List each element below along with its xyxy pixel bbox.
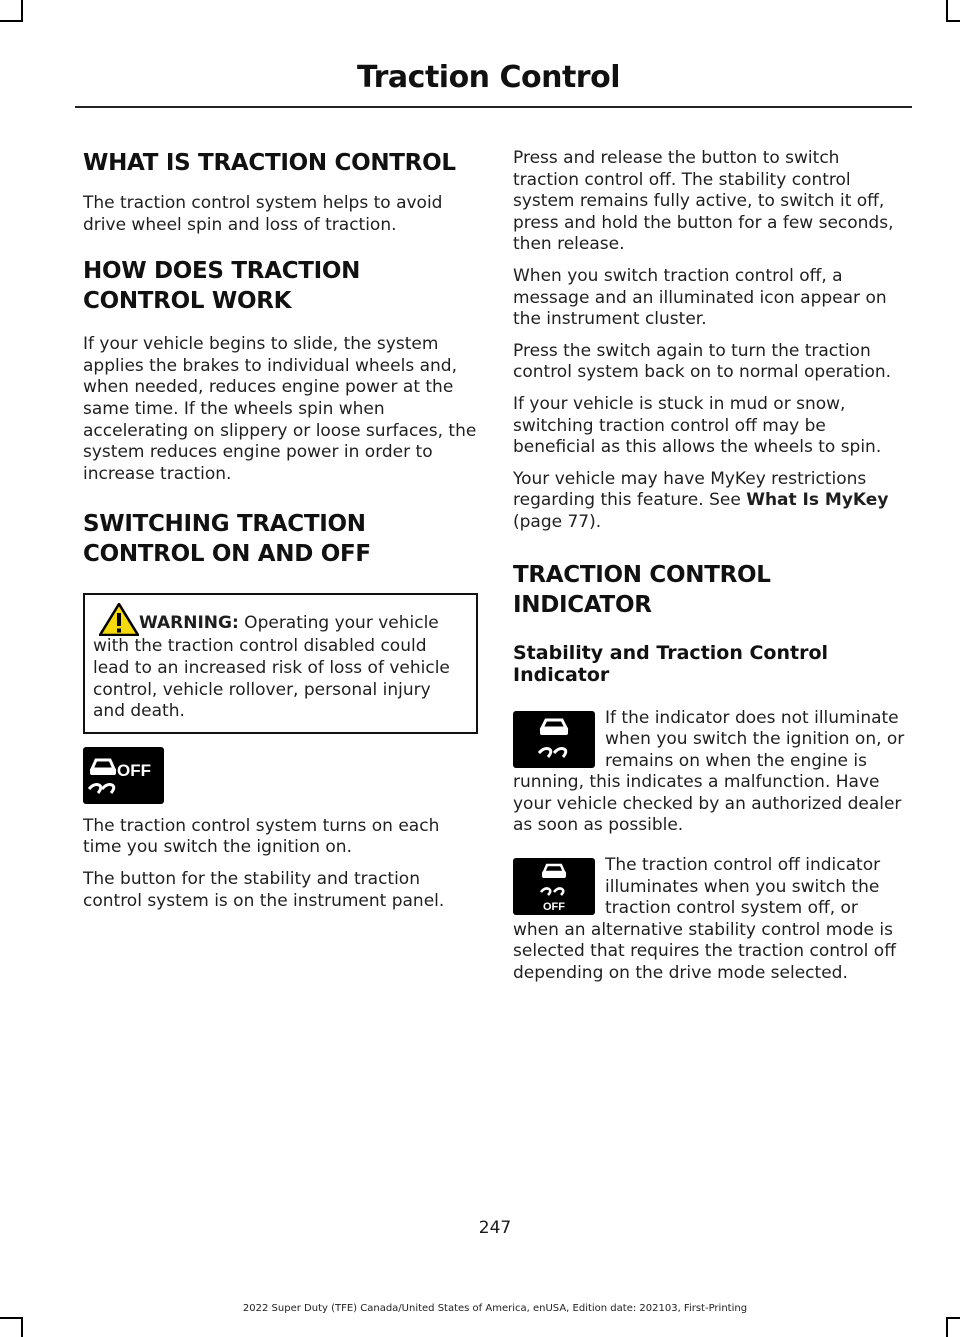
heading-line: SWITCHING TRACTION bbox=[83, 511, 366, 538]
crop-mark bbox=[0, 20, 22, 22]
warning-box bbox=[83, 593, 478, 733]
crop-mark bbox=[946, 1317, 960, 1319]
traction-off-indicator-icon bbox=[513, 858, 595, 915]
left-column bbox=[83, 148, 478, 922]
right-column bbox=[513, 148, 908, 995]
skid-car-off-indicator-icon bbox=[513, 858, 595, 915]
crop-mark bbox=[0, 1317, 22, 1319]
heading-line: CONTROL ON AND OFF bbox=[83, 541, 371, 568]
crop-mark bbox=[946, 20, 960, 22]
para-button-location: The button for the stability and traction control system is on the instrument panel. bbox=[83, 868, 445, 911]
crop-mark bbox=[946, 0, 948, 22]
warning-triangle-icon bbox=[99, 603, 139, 636]
warning-paragraph bbox=[93, 603, 468, 722]
page-title: Traction Control bbox=[356, 60, 620, 95]
mykey-link[interactable]: What Is MyKey bbox=[746, 490, 889, 511]
skid-car-icon bbox=[513, 711, 595, 768]
warning-text: Operating your vehicle with the traction control disabled could lead to an increased risk of loss of vehicle control, vehicle rollover, personal injury and death. bbox=[93, 613, 450, 722]
mykey-text: Your vehicle may have MyKey restrictions regarding this feature. See bbox=[513, 468, 867, 511]
crop-mark bbox=[21, 1317, 23, 1337]
indicator-text: If the indicator does not illuminate when you switch the ignition on, or remains on when the engine is running, this indicates a malfunction. Have your vehicle checked by an authorized dealer as soon as possible. bbox=[513, 707, 905, 836]
subheading-stability-indicator: Stability and Traction Control Indicator bbox=[513, 641, 829, 686]
heading-line: TRACTION CONTROL bbox=[513, 561, 771, 588]
edition-footer: 2022 Super Duty (TFE) Canada/United States of America, enUSA, Edition date: 202103, First-Printing bbox=[242, 1303, 748, 1314]
header-rule bbox=[75, 106, 912, 108]
crop-mark bbox=[946, 1317, 948, 1337]
heading-switching bbox=[83, 509, 478, 569]
para-press-again: Press the switch again to turn the traction control system back on to normal operation. bbox=[513, 340, 892, 383]
heading-how-works bbox=[83, 256, 478, 316]
para-what-is: The traction control system helps to avoid drive wheel spin and loss of traction. bbox=[83, 193, 443, 235]
mykey-page-ref: (page 77). bbox=[513, 511, 602, 532]
page-number: 247 bbox=[478, 1218, 512, 1238]
para-how-works: If your vehicle begins to slide, the system applies the brakes to individual wheels and, when needed, reduces engine power at the same time. If the wheels spin when accelerating on slippery or loose surfaces, the system reduces engine power in order to increase traction. bbox=[83, 334, 477, 484]
heading-line: INDICATOR bbox=[513, 591, 652, 618]
off-indicator-text: The traction control off indicator illuminates when you switch the traction control system off, or when an alternative stability control mode is selected that requires the traction control off depending on the drive mode selected. bbox=[513, 855, 896, 984]
traction-off-button-icon bbox=[83, 747, 164, 804]
heading-line: HOW DOES TRACTION bbox=[83, 258, 361, 285]
heading-what-is: WHAT IS TRACTION CONTROL bbox=[83, 150, 456, 176]
para-message: When you switch traction control off, a message and an illuminated icon appear on the instrument cluster. bbox=[513, 265, 887, 330]
para-turns-on: The traction control system turns on each time you switch the ignition on. bbox=[83, 815, 440, 858]
para-press-release: Press and release the button to switch traction control off. The stability control system remains fully active, to switch it off, press and hold the button for a few seconds, then release. bbox=[513, 148, 894, 255]
skid-car-off-icon bbox=[83, 747, 164, 804]
stability-indicator-icon bbox=[513, 711, 595, 768]
para-off-indicator bbox=[513, 855, 908, 985]
para-indicator bbox=[513, 708, 908, 838]
off-label: OFF bbox=[117, 760, 151, 780]
crop-mark bbox=[21, 0, 23, 22]
para-mykey bbox=[513, 469, 908, 534]
heading-line: CONTROL WORK bbox=[83, 288, 292, 315]
para-stuck: If your vehicle is stuck in mud or snow, switching traction control off may be beneficial as this allows the wheels to spin. bbox=[513, 393, 882, 458]
heading-indicator bbox=[513, 560, 908, 620]
warning-label: WARNING: bbox=[139, 613, 239, 634]
off-label: OFF bbox=[543, 901, 565, 914]
